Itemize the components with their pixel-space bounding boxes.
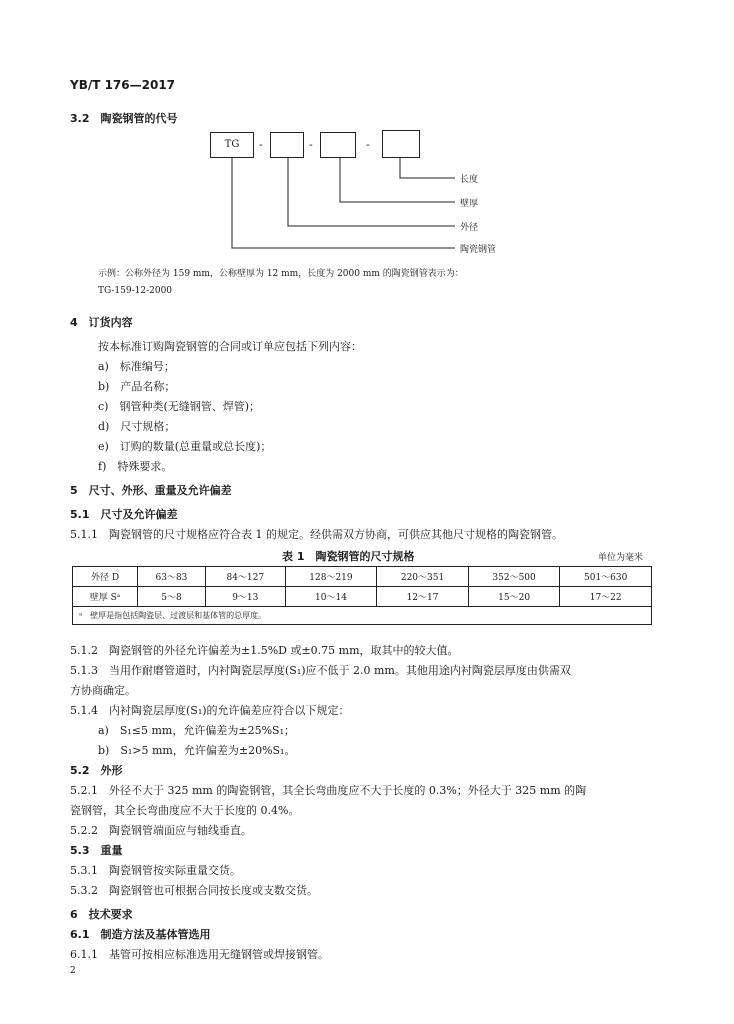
para-5-3-2: 5.3.2 陶瓷钢管也可根据合同按长度或支数交货。 [70, 884, 318, 897]
row-label-wall: 壁厚 Sᵃ [73, 587, 138, 607]
para-5-1-4: 5.1.4 内衬陶瓷层厚度(S₁)的允许偏差应符合以下规定： [70, 704, 350, 717]
order-item: b) 产品名称； [98, 380, 176, 393]
order-item: a) 标准编号； [98, 360, 175, 373]
table-cell: 10～14 [285, 587, 377, 607]
table-cell: 5～8 [138, 587, 206, 607]
para-5-2-2: 5.2.2 陶瓷钢管端面应与轴线垂直。 [70, 824, 252, 837]
order-item: f) 特殊要求。 [98, 460, 173, 473]
label-wall: 壁厚 [460, 199, 479, 209]
example-text: 示例：公称外径为 159 mm，公称壁厚为 12 mm，长度为 2000 mm 的陶瓷钢管表示为： [98, 269, 464, 279]
para-5-1-3-cont: 方协商确定。 [70, 684, 136, 697]
para-5-1-1: 5.1.1 陶瓷钢管的尺寸规格应符合表 1 的规定。经供需双方协商，可供应其他尺寸规格的陶瓷钢管。 [70, 528, 563, 541]
table-cell: 15～20 [468, 587, 560, 607]
section-5-heading: 5 尺寸、外形、重量及允许偏差 [70, 484, 232, 497]
para-5-1-2: 5.1.2 陶瓷钢管的外径允许偏差为±1.5%D 或±0.75 mm，取其中的较大值。 [70, 644, 459, 657]
table-cell: 17～22 [560, 587, 652, 607]
para-5-3-1: 5.3.1 陶瓷钢管按实际重量交货。 [70, 864, 241, 877]
table-cell: 9～13 [205, 587, 285, 607]
table-footnote: ᵃ 壁厚是指包括陶瓷层、过渡层和基体管的总厚度。 [73, 607, 652, 625]
order-item: d) 尺寸规格； [98, 420, 176, 433]
para-6-1-1: 6.1.1 基管可按相应标准选用无缝钢管或焊接钢管。 [70, 948, 329, 961]
label-length: 长度 [460, 175, 479, 185]
order-item: e) 订购的数量(总重量或总长度)； [98, 440, 272, 453]
table-cell: 501～630 [560, 567, 652, 587]
section-6-heading: 6 技术要求 [70, 908, 133, 921]
table-cell: 128～219 [285, 567, 377, 587]
dash-3: - [366, 138, 370, 151]
table-row [73, 607, 652, 625]
dash-2: - [309, 138, 313, 151]
section-6-1-heading: 6.1 制造方法及基体管选用 [70, 928, 211, 941]
standard-code: YB/T 176—2017 [70, 78, 176, 92]
label-ceramic-pipe: 陶瓷钢管 [460, 245, 497, 255]
dash-1: - [259, 138, 263, 151]
size-table [72, 566, 652, 625]
section-5-2-heading: 5.2 外形 [70, 764, 123, 777]
para-5-2-1: 5.2.1 外径不大于 325 mm 的陶瓷钢管，其全长弯曲度应不大于长度的 0.3%；外径大于 325 mm 的陶 [70, 784, 587, 797]
table-cell: 12～17 [377, 587, 469, 607]
table-cell: 63～83 [138, 567, 206, 587]
section-5-1-heading: 5.1 尺寸及允许偏差 [70, 508, 178, 521]
row-label-od: 外径 D [73, 567, 138, 587]
table-unit: 单位为毫米 [598, 553, 644, 563]
table-row [73, 587, 652, 607]
leader-lines [0, 0, 734, 260]
section-4-heading: 4 订货内容 [70, 316, 133, 329]
label-od: 外径 [460, 223, 479, 233]
table-cell: 220～351 [377, 567, 469, 587]
table-title: 表 1 陶瓷钢管的尺寸规格 [282, 550, 415, 563]
table-row [73, 567, 652, 587]
page-number: 2 [70, 966, 76, 976]
section-3-2-heading: 3.2 陶瓷钢管的代号 [70, 112, 178, 125]
table-cell: 352～500 [468, 567, 560, 587]
para-5-1-3: 5.1.3 当用作耐磨管道时，内衬陶瓷层厚度(S₁)应不低于 2.0 mm。其他用途内衬陶瓷层厚度由供需双 [70, 664, 571, 677]
para-5-1-4-a: a) S₁≤5 mm，允许偏差为±25%S₁； [98, 724, 295, 737]
order-item: c) 钢管种类(无缝钢管、焊管)； [98, 400, 261, 413]
table-cell: 84～127 [205, 567, 285, 587]
section-5-3-heading: 5.3 重量 [70, 844, 123, 857]
para-5-1-4-b: b) S₁>5 mm，允许偏差为±20%S₁。 [98, 744, 296, 757]
order-intro: 按本标准订购陶瓷钢管的合同或订单应包括下列内容： [98, 340, 362, 353]
para-5-2-1-cont: 瓷钢管，其全长弯曲度应不大于长度的 0.4%。 [70, 804, 300, 817]
example-code: TG-159-12-2000 [98, 286, 173, 296]
code-box-tg: TG [210, 132, 254, 158]
